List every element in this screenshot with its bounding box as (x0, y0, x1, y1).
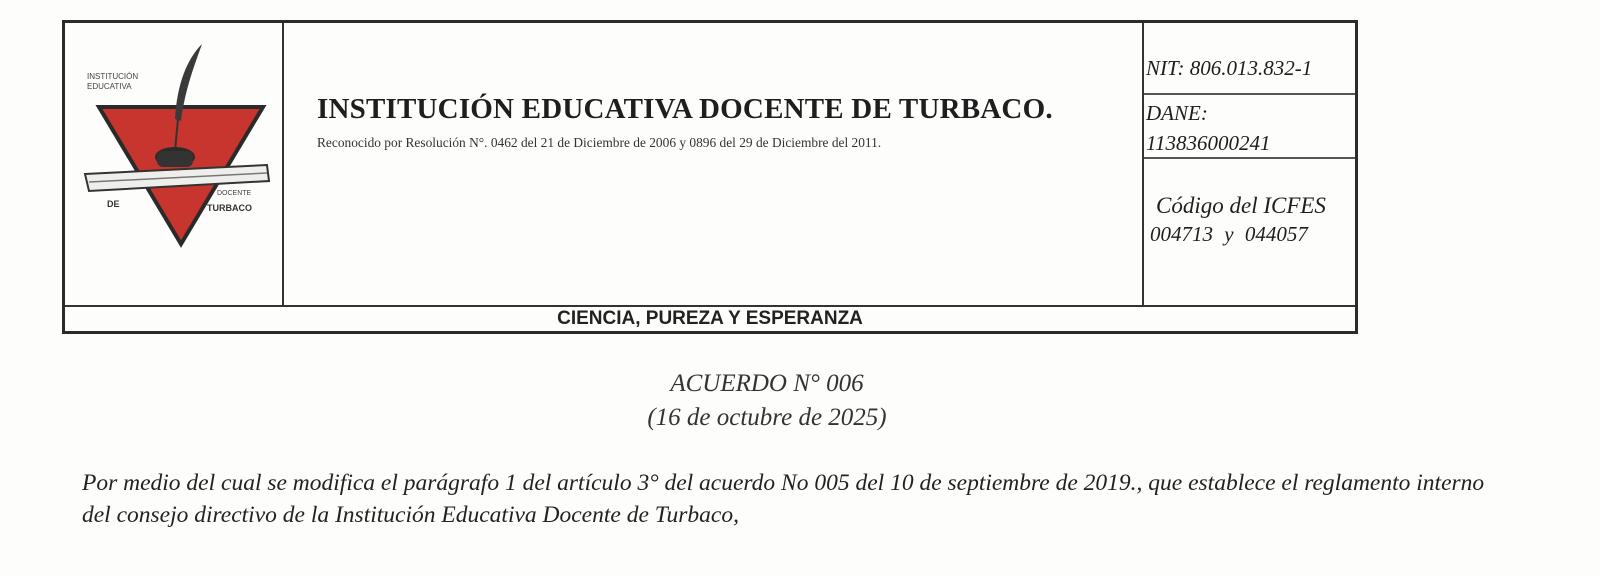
nit-text: NIT: 806.013.832-1 (1146, 56, 1313, 80)
letterhead-table (62, 20, 1358, 334)
logo-text-left: DE (107, 199, 120, 209)
logo-text-top-2: EDUCATIVA (87, 82, 132, 91)
icfes-label: Código del ICFES (1156, 193, 1326, 218)
logo-text-right-2: TURBACO (207, 203, 252, 213)
id-codes-cell (1144, 23, 1355, 305)
institution-name: INSTITUCIÓN EDUCATIVA DOCENTE DE TURBACO. (317, 93, 1053, 125)
acuerdo-description: Por medio del cual se modifica el parágrafo 1 del artículo 3° del acuerdo No 005 del 10 de septiembre de 2019., que establece el reglamento interno del consejo directivo de la Institución Educativa Docente de Turbaco, (82, 470, 1485, 528)
recognition-text: Reconocido por Resolución N°. 0462 del 21 de Diciembre de 2006 y 0896 del 29 de Diciembre del 2011. (317, 135, 882, 150)
institution-logo (77, 39, 277, 269)
nit-box (1144, 23, 1355, 95)
logo-text-right-1: DOCENTE (217, 190, 252, 197)
motto: CIENCIA, PUREZA Y ESPERANZA (65, 305, 1355, 331)
acuerdo-title: ACUERDO N° 006 (670, 370, 864, 397)
logo-text-top-1: INSTITUCIÓN (87, 72, 139, 81)
title-cell (284, 23, 1144, 305)
acuerdo-date: (16 de octubre de 2025) (647, 404, 887, 431)
icfes-box (1144, 159, 1355, 305)
dane-value: 113836000241 (1146, 131, 1271, 155)
dane-label: DANE: (1146, 101, 1208, 125)
logo-cell (65, 23, 284, 305)
icfes-codes: 004713 y 044057 (1150, 222, 1308, 246)
dane-box (1144, 95, 1355, 159)
